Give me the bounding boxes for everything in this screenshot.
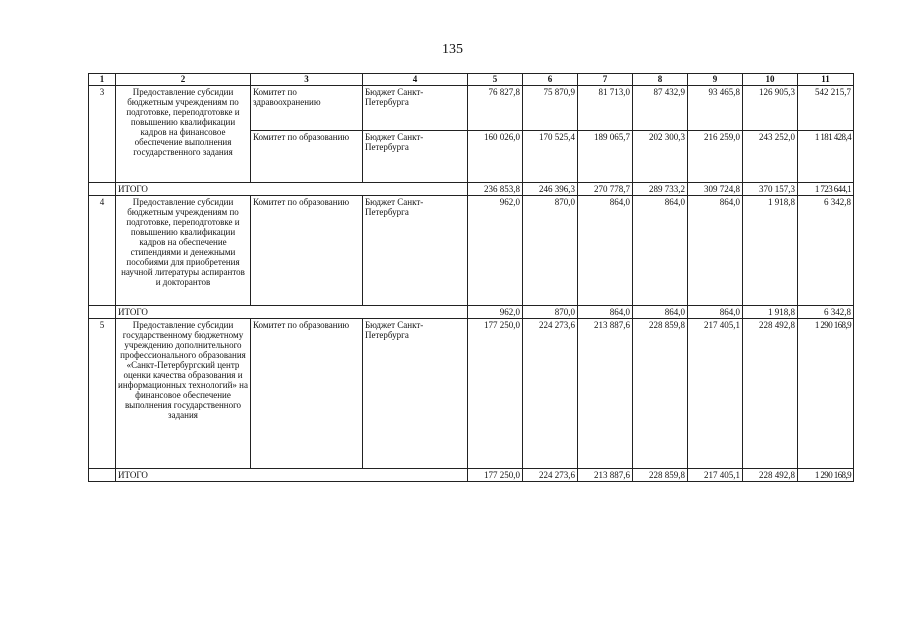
value-cell: 962,0	[468, 196, 523, 306]
source-cell: Бюджет Санкт-Петербурга	[363, 86, 468, 131]
executor-cell: Комитет по здравоохранению	[251, 86, 363, 131]
row-description: Предоставление субсидии бюджетным учреждениям по подготовке, переподготовке и повышению квалификации кадров на обеспечение стипендиями и денежными пособиями для приобретения научной литературы аспирантов и докторантов	[116, 196, 251, 306]
total-row	[89, 306, 854, 319]
total-cell: 1 723 644,1	[798, 183, 854, 196]
total-cell: 289 733,2	[633, 183, 688, 196]
header-cell: 5	[468, 74, 523, 86]
header-cell: 11	[798, 74, 854, 86]
value-cell: 228 492,8	[743, 319, 798, 469]
value-cell: 542 215,7	[798, 86, 854, 131]
value-cell: 870,0	[523, 196, 578, 306]
total-cell: 1 918,8	[743, 306, 798, 319]
header-cell: 3	[251, 74, 363, 86]
total-label: ИТОГО	[116, 306, 468, 319]
row-number: 4	[89, 196, 116, 306]
total-cell: 228 492,8	[743, 469, 798, 482]
value-cell: 1 918,8	[743, 196, 798, 306]
empty-cell	[89, 469, 116, 482]
table-row	[89, 86, 854, 131]
value-cell: 217 405,1	[688, 319, 743, 469]
total-cell: 177 250,0	[468, 469, 523, 482]
source-cell: Бюджет Санкт-Петербурга	[363, 319, 468, 469]
value-cell: 87 432,9	[633, 86, 688, 131]
total-cell: 270 778,7	[578, 183, 633, 196]
value-cell: 76 827,8	[468, 86, 523, 131]
executor-cell: Комитет по образованию	[251, 131, 363, 183]
value-cell: 224 273,6	[523, 319, 578, 469]
total-cell: 246 396,3	[523, 183, 578, 196]
value-cell: 160 026,0	[468, 131, 523, 183]
source-cell: Бюджет Санкт-Петербурга	[363, 131, 468, 183]
header-cell: 7	[578, 74, 633, 86]
header-cell: 1	[89, 74, 116, 86]
total-cell: 864,0	[578, 306, 633, 319]
table-row	[89, 319, 854, 469]
value-cell: 177 250,0	[468, 319, 523, 469]
total-cell: 236 853,8	[468, 183, 523, 196]
total-row	[89, 183, 854, 196]
total-cell: 864,0	[633, 306, 688, 319]
total-cell: 6 342,8	[798, 306, 854, 319]
total-label: ИТОГО	[116, 469, 468, 482]
row-description: Предоставление субсидии бюджетным учреждениям по подготовке, переподготовке и повышению квалификации кадров на финансовое обеспечение выполнения государственного задания	[116, 86, 251, 183]
value-cell: 170 525,4	[523, 131, 578, 183]
value-cell: 1 181 428,4	[798, 131, 854, 183]
value-cell: 864,0	[688, 196, 743, 306]
total-cell: 962,0	[468, 306, 523, 319]
total-cell: 213 887,6	[578, 469, 633, 482]
header-cell: 2	[116, 74, 251, 86]
total-cell: 217 405,1	[688, 469, 743, 482]
total-row	[89, 469, 854, 482]
header-row	[89, 74, 854, 86]
source-cell: Бюджет Санкт-Петербурга	[363, 196, 468, 306]
value-cell: 1 290 168,9	[798, 319, 854, 469]
row-number: 3	[89, 86, 116, 183]
empty-cell	[89, 183, 116, 196]
header-cell: 4	[363, 74, 468, 86]
total-cell: 309 724,8	[688, 183, 743, 196]
value-cell: 216 259,0	[688, 131, 743, 183]
value-cell: 202 300,3	[633, 131, 688, 183]
value-cell: 189 065,7	[578, 131, 633, 183]
total-cell: 870,0	[523, 306, 578, 319]
total-cell: 228 859,8	[633, 469, 688, 482]
total-label: ИТОГО	[116, 183, 468, 196]
value-cell: 864,0	[578, 196, 633, 306]
value-cell: 213 887,6	[578, 319, 633, 469]
empty-cell	[89, 306, 116, 319]
value-cell: 126 905,3	[743, 86, 798, 131]
executor-cell: Комитет по образованию	[251, 196, 363, 306]
header-cell: 8	[633, 74, 688, 86]
value-cell: 81 713,0	[578, 86, 633, 131]
header-cell: 6	[523, 74, 578, 86]
value-cell: 75 870,9	[523, 86, 578, 131]
executor-cell: Комитет по образованию	[251, 319, 363, 469]
header-cell: 10	[743, 74, 798, 86]
value-cell: 243 252,0	[743, 131, 798, 183]
total-cell: 370 157,3	[743, 183, 798, 196]
value-cell: 93 465,8	[688, 86, 743, 131]
header-cell: 9	[688, 74, 743, 86]
value-cell: 6 342,8	[798, 196, 854, 306]
total-cell: 1 290 168,9	[798, 469, 854, 482]
value-cell: 228 859,8	[633, 319, 688, 469]
row-description: Предоставление субсидии государственному бюджетному учреждению дополнительного профессионального образования «Санкт-Петербургский центр оценки качества образования и информационных технологий» на финансовое обеспечение выполнения государственного задания	[116, 319, 251, 469]
value-cell: 864,0	[633, 196, 688, 306]
total-cell: 224 273,6	[523, 469, 578, 482]
table-row	[89, 196, 854, 306]
budget-table	[88, 73, 854, 482]
row-number: 5	[89, 319, 116, 469]
page-number: 135	[442, 42, 463, 57]
total-cell: 864,0	[688, 306, 743, 319]
